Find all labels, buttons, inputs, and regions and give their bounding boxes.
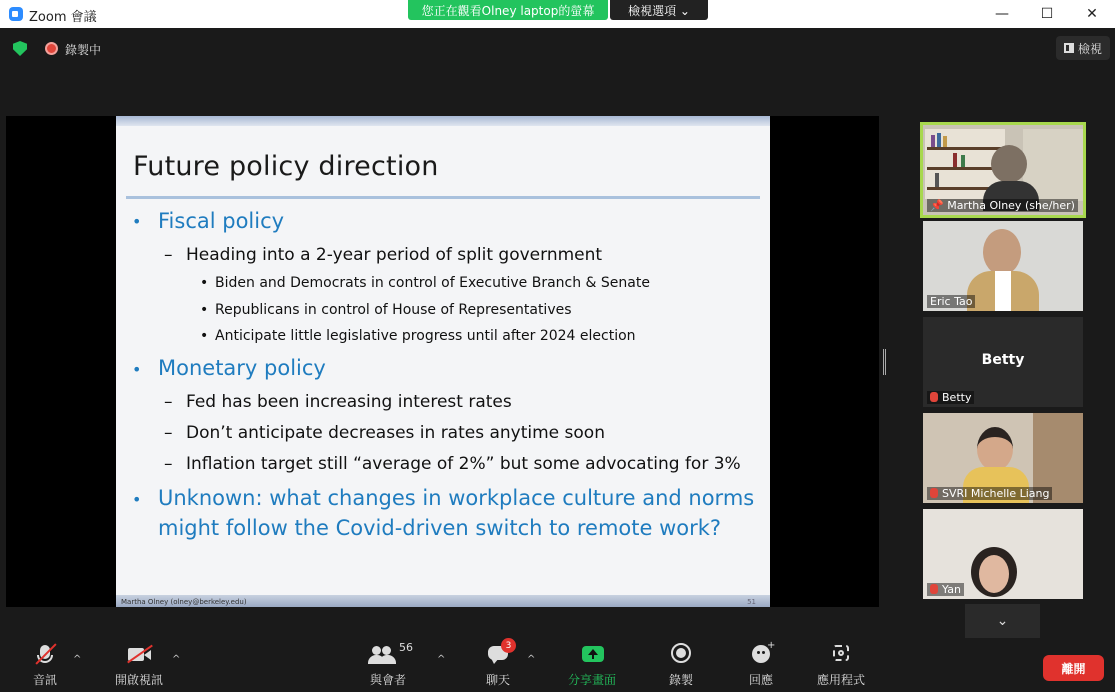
book <box>943 136 947 147</box>
fiscal-subpoint: Heading into a 2-year period of split government <box>186 245 603 265</box>
participant-tile-yan[interactable] <box>923 509 1083 599</box>
audio-label: 音訊 <box>32 673 57 687</box>
slide-title-rule <box>126 196 760 199</box>
bullet-dash: – <box>164 454 173 474</box>
video-button[interactable] <box>108 638 170 692</box>
audio-options-caret[interactable]: ^ <box>73 654 82 665</box>
apps-icon <box>829 643 853 665</box>
bullet-dot: • <box>132 490 142 509</box>
view-options-button[interactable]: 檢視選項 ⌄ <box>610 0 708 20</box>
monetary-subpoint: Inflation target still “average of 2%” but some advocating for 3% <box>186 454 741 474</box>
shelf <box>927 147 1003 150</box>
participant-name: Betty <box>927 391 974 404</box>
window-title: Zoom 會議 <box>29 10 97 25</box>
book <box>961 155 965 167</box>
record-label: 錄製 <box>668 673 693 687</box>
unknown-line-2: might follow the Covid-driven switch to remote work? <box>158 516 722 540</box>
participants-icon <box>366 641 413 665</box>
fiscal-item: Republicans in control of House of Representatives <box>215 302 572 318</box>
title-bar <box>0 0 1115 28</box>
participant-tile-betty[interactable] <box>923 317 1083 407</box>
mic-muted-icon <box>930 488 938 498</box>
chat-icon <box>486 640 512 665</box>
reactions-button[interactable] <box>740 638 782 692</box>
chat-button[interactable] <box>478 638 518 692</box>
chat-options-caret[interactable]: ^ <box>527 654 536 665</box>
participant-display-name: Betty <box>981 352 1025 368</box>
close-window-button[interactable]: ✕ <box>1086 6 1098 22</box>
participant-name: Yan <box>927 583 964 596</box>
book <box>935 173 939 187</box>
participant-tile-eric[interactable] <box>923 221 1083 311</box>
apps-label: 應用程式 <box>816 673 865 687</box>
person-head <box>983 229 1021 275</box>
bullet-dot: • <box>132 360 142 379</box>
view-label: 檢視 <box>1077 41 1102 56</box>
person-head <box>991 145 1027 183</box>
camera-off-icon <box>127 643 151 665</box>
monetary-subpoint: Don’t anticipate decreases in rates anytime soon <box>186 423 605 443</box>
record-icon <box>669 643 693 665</box>
monetary-subpoint: Fed has been increasing interest rates <box>186 392 512 412</box>
video-options-caret[interactable]: ^ <box>172 654 181 665</box>
shirt-collar <box>995 271 1011 311</box>
record-button[interactable] <box>660 638 702 692</box>
viewing-screen-banner: 您正在觀看Olney laptop的螢幕 <box>408 0 608 20</box>
section-heading-fiscal: Fiscal policy <box>158 209 285 233</box>
bullet-dash: – <box>164 392 173 412</box>
split-divider-handle[interactable] <box>883 349 886 375</box>
share-screen-icon <box>580 643 604 665</box>
bullet-dot-small: • <box>200 328 209 344</box>
slide-page-number: 51 <box>747 598 756 606</box>
person-head <box>977 427 1013 471</box>
participants-label: 與會者 <box>369 673 406 687</box>
gallery-view-icon <box>1064 43 1074 53</box>
participant-tile-michelle[interactable] <box>923 413 1083 503</box>
bullet-dot-small: • <box>200 302 209 318</box>
video-label: 開啟視訊 <box>114 673 163 687</box>
slide-title: Future policy direction <box>133 151 439 182</box>
bottom-toolbar <box>0 638 1115 692</box>
mic-muted-icon <box>930 392 938 402</box>
recording-label: 錄製中 <box>65 43 102 57</box>
fiscal-item: Anticipate little legislative progress until after 2024 election <box>215 328 636 344</box>
slide-top-strip <box>116 116 770 126</box>
unknown-line-1: Unknown: what changes in workplace culture and norms <box>158 486 755 510</box>
fiscal-item: Biden and Democrats in control of Executive Branch & Senate <box>215 275 650 291</box>
mic-muted-icon <box>930 584 938 594</box>
minimize-button[interactable]: — <box>995 6 1009 22</box>
chat-label: 聊天 <box>485 673 510 687</box>
audio-button[interactable] <box>22 638 68 692</box>
presentation-slide <box>116 116 770 607</box>
maximize-button[interactable]: ☐ <box>1040 6 1054 22</box>
mic-muted-icon <box>33 643 57 665</box>
book <box>931 135 935 147</box>
zoom-logo-icon <box>9 7 23 21</box>
participants-button[interactable] <box>362 638 414 692</box>
apps-button[interactable] <box>808 638 874 692</box>
slide-footer-text: Martha Olney (olney@berkeley.edu) <box>121 598 247 606</box>
chat-unread-badge: 3 <box>501 638 516 653</box>
leave-meeting-button[interactable]: 離開 <box>1043 655 1104 681</box>
participants-options-caret[interactable]: ^ <box>437 654 446 665</box>
participants-count: 56 <box>399 641 413 654</box>
chevron-down-icon: ⌄ <box>996 613 1009 629</box>
bullet-dash: – <box>164 423 173 443</box>
bullet-dot: • <box>132 212 142 231</box>
participant-name: 📌 Martha Olney (she/her) <box>927 199 1078 212</box>
reactions-icon: + <box>749 643 773 665</box>
share-screen-button[interactable] <box>562 638 622 692</box>
participant-tile-martha[interactable] <box>920 122 1086 218</box>
bullet-dot-small: • <box>200 275 209 291</box>
participant-name: SVRI Michelle Liang <box>927 487 1052 500</box>
book <box>937 133 941 147</box>
share-label: 分享畫面 <box>567 673 616 687</box>
participant-name: Eric Tao <box>927 295 975 308</box>
reactions-label: 回應 <box>748 673 773 687</box>
scroll-down-button[interactable] <box>965 604 1040 638</box>
person-head <box>979 555 1009 593</box>
security-shield-icon[interactable] <box>13 41 27 56</box>
section-heading-monetary: Monetary policy <box>158 356 326 380</box>
recording-icon <box>45 42 58 55</box>
book <box>953 153 957 167</box>
view-layout-button[interactable] <box>1056 36 1110 60</box>
bullet-dash: – <box>164 245 173 265</box>
